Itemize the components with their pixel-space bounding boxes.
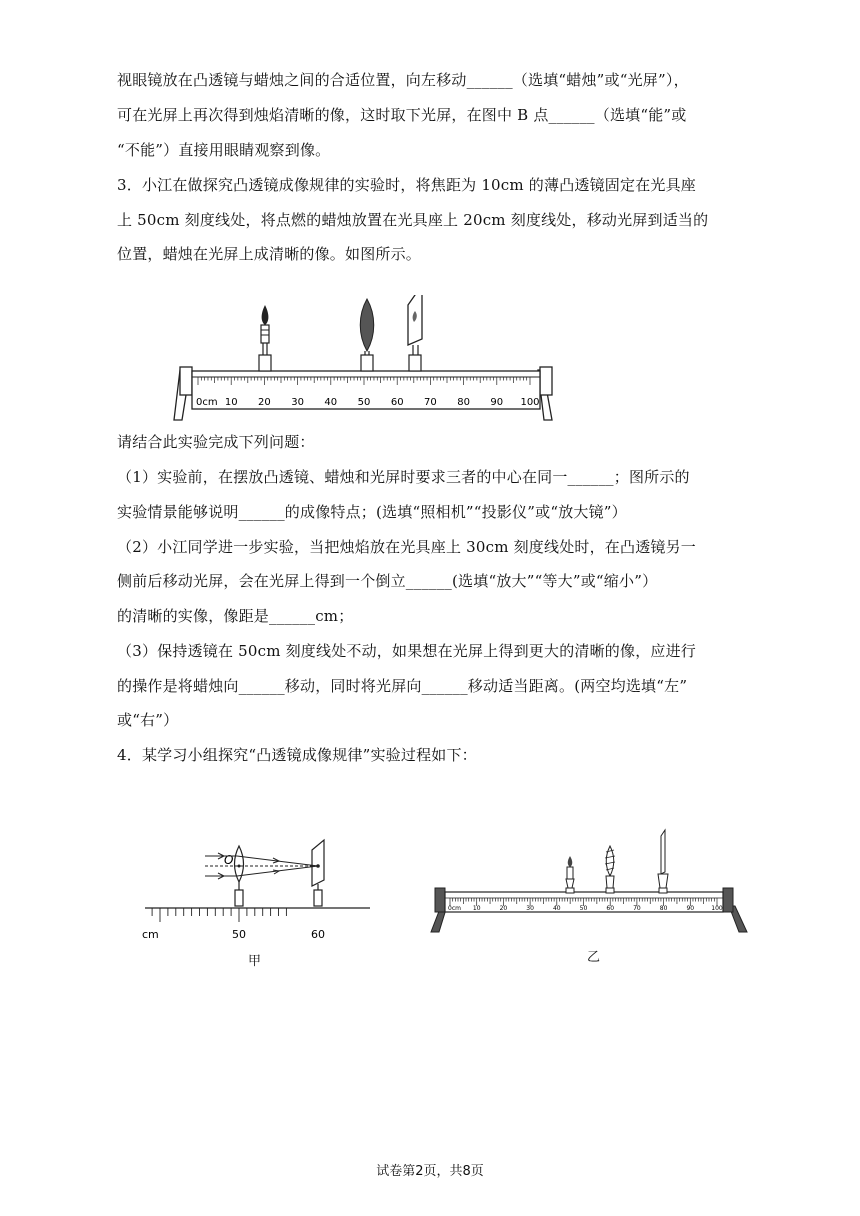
text-line-1: 视眼镜放在凸透镜与蜡烛之间的合适位置，向左移动______（选填“蜡烛”或“光屏”）， [117, 71, 689, 89]
scale-label: 70 [633, 905, 641, 912]
figure-jia-svg [140, 828, 380, 948]
text-line-13: （3）保持透镜在 50cm 刻度线处不动，如果想在光屏上得到更大的清晰的像，应进行 [117, 642, 696, 660]
text-line-6: 位置，蜡烛在光屏上成清晰的像。如图所示。 [117, 245, 422, 263]
scale-label: 90 [490, 397, 504, 408]
text-line-7: 请结合此实验完成下列问题： [117, 433, 315, 451]
scale-label: 30 [291, 397, 304, 408]
scale-label: 60 [606, 905, 615, 912]
figure-jia [140, 828, 380, 948]
optical-bench-svg [160, 295, 560, 425]
caption-yi: 乙 [587, 950, 601, 965]
scale-label: 60 [390, 397, 404, 408]
text-line-9: 实验情景能够说明______的成像特点；(选填“照相机”“投影仪”或“放大镜”） [117, 503, 627, 521]
convex-lens [360, 299, 374, 371]
scale-label: 90 [686, 905, 695, 912]
scale-label: 50 [579, 905, 588, 912]
scale-label: 0cm [196, 397, 218, 408]
scale-label: 10 [472, 905, 481, 912]
jia-tick-50: 50 [232, 928, 246, 941]
text-line-2: 可在光屏上再次得到烛焰清晰的像，这时取下光屏，在图中 B 点______（选填“能”或 [117, 106, 687, 124]
text-line-3: “不能”）直接用眼睛观察到像。 [117, 141, 331, 159]
scale-label: 10 [224, 397, 238, 408]
jia-lens-o-label: O [224, 853, 234, 867]
figure-yi [425, 826, 755, 936]
scale-label: 20 [499, 905, 508, 912]
optical-bench-figure-1 [160, 295, 560, 425]
scale-label: 50 [357, 397, 371, 408]
scale-label: 100 [711, 905, 723, 912]
jia-light-rays [205, 853, 318, 879]
jia-unit-label: cm [142, 928, 159, 941]
scale-label: 40 [552, 905, 561, 912]
text-line-15: 或“右”） [117, 711, 179, 729]
text-line-5: 上 50cm 刻度线处，将点燃的蜡烛放置在光具座上 20cm 刻度线处，移动光屏到适当的 [117, 211, 709, 229]
scale-label: 20 [258, 397, 271, 408]
yi-candle [566, 856, 574, 893]
scale-label: 30 [526, 905, 534, 912]
text-line-11: 侧前后移动光屏，会在光屏上得到一个倒立______(选填“放大”“等大”或“缩小”） [117, 572, 658, 590]
jia-lens [235, 846, 244, 882]
jia-screen [312, 840, 324, 886]
jia-ruler-ticks [152, 908, 286, 922]
text-line-10: （2）小江同学进一步实验，当把烛焰放在光具座上 30cm 刻度线处时，在凸透镜另一 [117, 538, 696, 556]
scale-label: 80 [659, 905, 668, 912]
figure-yi-svg [425, 826, 755, 936]
text-line-14: 的操作是将蜡烛向______移动，同时将光屏向______移动适当距离。(两空均选填“左” [117, 677, 688, 695]
yi-lens [605, 846, 615, 893]
scale-label: 0cm [448, 905, 461, 912]
light-screen [408, 295, 422, 371]
caption-jia: 甲 [248, 954, 262, 969]
candle [259, 305, 271, 371]
text-line-8: （1）实验前，在摆放凸透镜、蜡烛和光屏时要求三者的中心在同一______；图所示的 [117, 468, 690, 486]
scale-label: 100 [520, 397, 540, 408]
text-line-4: 3．小江在做探究凸透镜成像规律的实验时，将焦距为 10cm 的薄凸透镜固定在光具座 [117, 176, 696, 194]
scale-label: 80 [457, 397, 470, 408]
jia-tick-60: 60 [311, 928, 325, 941]
text-line-16: 4．某学习小组探究“凸透镜成像规律”实验过程如下： [117, 746, 477, 764]
page-footer: 试卷第2页，共8页 [376, 1164, 484, 1179]
scale-label: 40 [324, 397, 338, 408]
text-line-12: 的清晰的实像，像距是______cm； [117, 607, 354, 625]
scale-label: 70 [424, 397, 437, 408]
yi-screen [658, 830, 668, 893]
